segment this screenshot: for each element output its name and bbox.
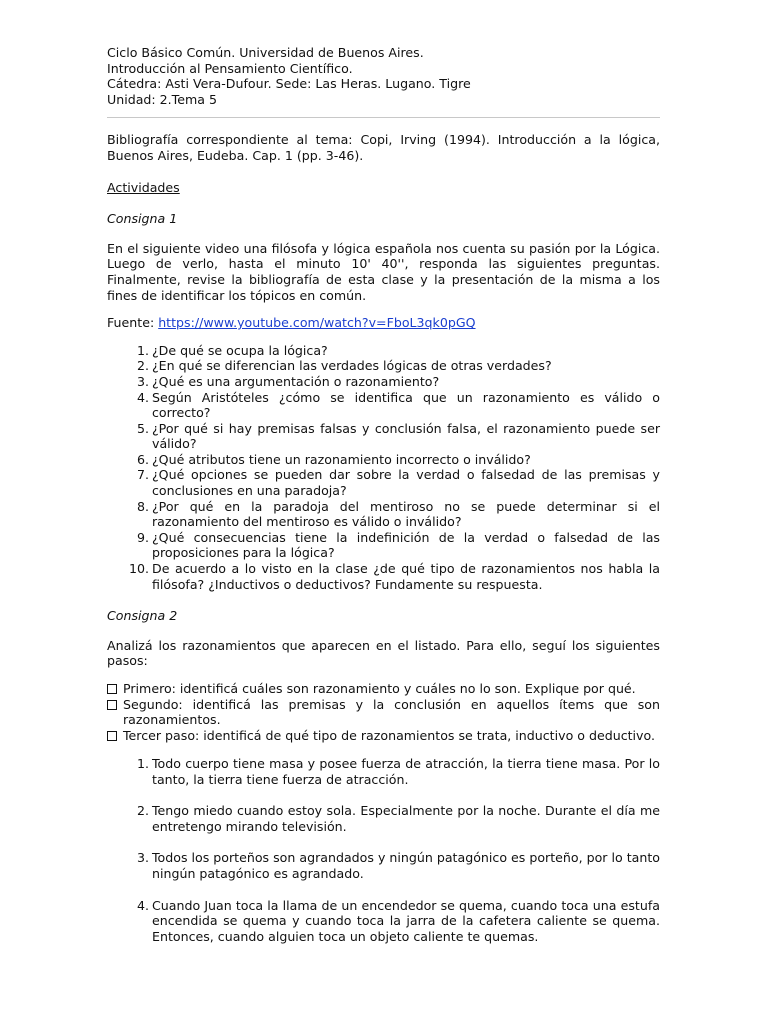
step-text: Tercer paso: identificá de qué tipo de razonamientos se trata, inductivo o deductivo. (123, 727, 655, 743)
item-number: 1. (136, 755, 149, 771)
header-divider (107, 117, 660, 118)
item-number: 7. (136, 467, 149, 483)
item-number: 1. (136, 342, 149, 358)
list-item (107, 898, 660, 945)
document-header (107, 45, 660, 107)
steps-list (107, 681, 660, 743)
item-number: 4. (136, 389, 149, 405)
checkbox-square-icon (107, 731, 117, 741)
list-item (107, 561, 660, 592)
document-page (107, 45, 660, 960)
item-number: 5. (136, 420, 149, 436)
step-item (107, 697, 660, 728)
item-text: Todos los porteños son agrandados y ningún patagónico es porteño, por lo tanto ningún patagónico es agrandado. (152, 850, 660, 881)
item-text: ¿De qué se ocupa la lógica? (152, 342, 328, 358)
activities-heading: Actividades (107, 179, 180, 195)
step-item (107, 681, 660, 697)
list-item (107, 358, 660, 374)
item-number: 9. (136, 529, 149, 545)
item-text: ¿Qué consecuencias tiene la indefinición de la verdad o falsedad de las proposiciones para la lógica? (152, 529, 660, 561)
item-number: 8. (136, 498, 149, 514)
consigna-2-title: Consigna 2 (107, 608, 178, 624)
item-number: 10. (128, 561, 149, 577)
step-item (107, 728, 660, 744)
list-item (107, 850, 660, 881)
list-item (107, 756, 660, 787)
item-text: ¿Qué es una argumentación o razonamiento? (152, 373, 440, 389)
item-text: ¿Por qué si hay premisas falsas y conclusión falsa, el razonamiento puede ser válido? (152, 420, 660, 452)
header-line: Unidad: 2.Tema 5 (107, 91, 217, 107)
list-item (107, 343, 660, 359)
item-text: ¿Por qué en la paradoja del mentiroso no se puede determinar si el razonamiento del mentiroso es válido o inválido? (152, 498, 660, 530)
source-link[interactable]: https://www.youtube.com/watch?v=FboL3qk0pGQ (158, 315, 476, 331)
item-text: Todo cuerpo tiene masa y posee fuerza de atracción, la tierra tiene masa. Por lo tanto, la tierra tiene fuerza de atracción. (152, 755, 660, 787)
item-text: ¿Qué opciones se pueden dar sobre la verdad o falsedad de las premisas y conclusiones en una paradoja? (152, 467, 660, 499)
item-number: 6. (136, 451, 149, 467)
bibliography-text: Bibliografía correspondiente al tema: Copi, Irving (1994). Introducción a la lógica, Buenos Aires, Eudeba. Cap. 1 (pp. 3-46). (107, 132, 660, 163)
list-item (107, 803, 660, 834)
reasoning-list (107, 756, 660, 944)
consigna-1-intro: En el siguiente video una filósofa y lógica española nos cuenta su pasión por la Lógica. Luego de verlo, hasta el minuto 10' 40'', responda las siguientes preguntas. Finalmente, revise la bibliografía de esta clase y la presentación de la misma a los fines de identificar los tópicos en común. (107, 240, 660, 303)
header-line: Ciclo Básico Común. Universidad de Buenos Aires. (107, 45, 424, 60)
item-number: 4. (136, 897, 149, 913)
item-number: 3. (136, 850, 149, 866)
item-number: 2. (136, 803, 149, 819)
list-item (107, 452, 660, 468)
header-line: Introducción al Pensamiento Científico. (107, 60, 353, 76)
item-text: Según Aristóteles ¿cómo se identifica que un razonamiento es válido o correcto? (152, 389, 660, 421)
item-text: ¿Qué atributos tiene un razonamiento incorrecto o inválido? (152, 451, 531, 467)
consigna-2-intro: Analizá los razonamientos que aparecen en el listado. Para ello, seguí los siguientes pasos: (107, 637, 660, 669)
list-item (107, 421, 660, 452)
consigna-1-title: Consigna 1 (107, 211, 178, 227)
item-number: 3. (136, 373, 149, 389)
item-text: ¿En qué se diferencian las verdades lógicas de otras verdades? (152, 358, 552, 374)
questions-list (107, 343, 660, 593)
checkbox-square-icon (107, 684, 117, 694)
source-label: Fuente: (107, 315, 159, 331)
list-item (107, 374, 660, 390)
item-number: 2. (136, 358, 149, 374)
step-text: Primero: identificá cuáles son razonamiento y cuáles no lo son. Explique por qué. (123, 681, 636, 696)
checkbox-square-icon (107, 700, 117, 710)
step-text: Segundo: identificá las premisas y la conclusión en aquellos ítems que son razonamientos. (123, 696, 660, 728)
item-text: De acuerdo a lo visto en la clase ¿de qué tipo de razonamientos nos habla la filósofa? ¿Inductivos o deductivos? Fundamente su respuesta. (152, 561, 660, 592)
list-item (107, 530, 660, 561)
item-text: Cuando Juan toca la llama de un encendedor se quema, cuando toca una estufa encendida se quema y cuando toca la jarra de la cafetera caliente se quema. Entonces, cuando alguien toca un objeto caliente te quemas. (152, 897, 660, 944)
list-item (107, 467, 660, 498)
source-line (107, 315, 660, 331)
list-item (107, 499, 660, 530)
item-text: Tengo miedo cuando estoy sola. Especialmente por la noche. Durante el día me entretengo mirando televisión. (152, 803, 660, 834)
list-item (107, 390, 660, 421)
header-line: Cátedra: Asti Vera-Dufour. Sede: Las Heras. Lugano. Tigre (107, 76, 471, 92)
